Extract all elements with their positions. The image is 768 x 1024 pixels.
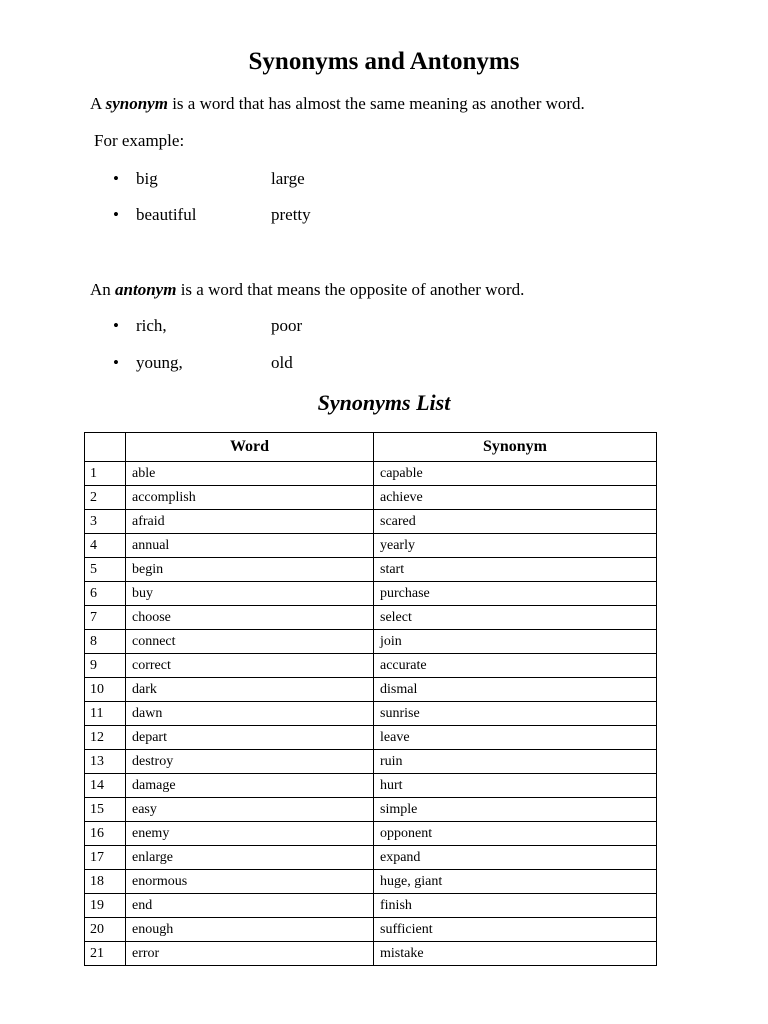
antonym-def-suffix: is a word that means the opposite of another word. [176, 280, 525, 299]
row-number: 3 [85, 510, 126, 534]
table-row [85, 846, 657, 870]
example-word: young, [136, 353, 183, 372]
row-synonym: ruin [374, 750, 657, 774]
row-synonym: sufficient [374, 918, 657, 942]
synonym-term: synonym [105, 94, 168, 113]
bullet-icon: • [113, 353, 119, 372]
table-body [85, 462, 657, 966]
table-row [85, 486, 657, 510]
table-row [85, 510, 657, 534]
row-word: able [126, 462, 374, 486]
table-row [85, 630, 657, 654]
row-number: 17 [85, 846, 126, 870]
row-synonym: opponent [374, 822, 657, 846]
row-number: 19 [85, 894, 126, 918]
row-number: 12 [85, 726, 126, 750]
table-row [85, 894, 657, 918]
synonyms-list-title: Synonyms List [317, 390, 451, 415]
antonym-def-prefix: An [90, 280, 116, 299]
row-number: 1 [85, 462, 126, 486]
row-number: 18 [85, 870, 126, 894]
row-synonym: achieve [374, 486, 657, 510]
row-number: 4 [85, 534, 126, 558]
table-row [85, 582, 657, 606]
row-number: 10 [85, 678, 126, 702]
synonyms-table [84, 432, 657, 966]
table-row [85, 678, 657, 702]
synonym-definition [90, 93, 585, 115]
table-row [85, 798, 657, 822]
table-row [85, 918, 657, 942]
table-row [85, 726, 657, 750]
row-number: 6 [85, 582, 126, 606]
row-synonym: finish [374, 894, 657, 918]
header-word: Word [126, 433, 374, 462]
row-word: choose [126, 606, 374, 630]
example-word: rich, [136, 316, 167, 335]
row-synonym: select [374, 606, 657, 630]
table-row [85, 870, 657, 894]
row-synonym: accurate [374, 654, 657, 678]
row-number: 11 [85, 702, 126, 726]
row-word: accomplish [126, 486, 374, 510]
bullet-icon: • [113, 169, 119, 188]
example-match: poor [271, 316, 303, 335]
row-synonym: hurt [374, 774, 657, 798]
row-number: 20 [85, 918, 126, 942]
row-synonym: start [374, 558, 657, 582]
row-word: connect [126, 630, 374, 654]
table-row [85, 558, 657, 582]
table-row [85, 750, 657, 774]
row-synonym: leave [374, 726, 657, 750]
header-synonym: Synonym [374, 433, 657, 462]
row-synonym: simple [374, 798, 657, 822]
row-number: 13 [85, 750, 126, 774]
table-row [85, 942, 657, 966]
example-match: large [271, 169, 305, 188]
row-synonym: purchase [374, 582, 657, 606]
synonym-def-suffix: is a word that has almost the same meaning as another word. [167, 94, 585, 113]
header-number [85, 433, 126, 462]
row-synonym: expand [374, 846, 657, 870]
row-word: buy [126, 582, 374, 606]
table-row [85, 822, 657, 846]
row-number: 2 [85, 486, 126, 510]
row-word: afraid [126, 510, 374, 534]
row-word: annual [126, 534, 374, 558]
row-word: easy [126, 798, 374, 822]
table-row [85, 606, 657, 630]
bullet-icon: • [113, 205, 119, 224]
row-synonym: huge, giant [374, 870, 657, 894]
row-number: 5 [85, 558, 126, 582]
row-word: enlarge [126, 846, 374, 870]
row-synonym: capable [374, 462, 657, 486]
table-row [85, 654, 657, 678]
row-synonym: dismal [374, 678, 657, 702]
bullet-icon: • [113, 316, 119, 335]
row-number: 15 [85, 798, 126, 822]
row-word: dark [126, 678, 374, 702]
row-word: damage [126, 774, 374, 798]
example-word: big [136, 169, 158, 188]
row-number: 8 [85, 630, 126, 654]
row-number: 9 [85, 654, 126, 678]
row-word: correct [126, 654, 374, 678]
table-row [85, 702, 657, 726]
example-word: beautiful [136, 205, 197, 224]
row-number: 14 [85, 774, 126, 798]
row-synonym: join [374, 630, 657, 654]
row-synonym: sunrise [374, 702, 657, 726]
row-word: depart [126, 726, 374, 750]
row-synonym: mistake [374, 942, 657, 966]
example-match: old [271, 353, 293, 372]
row-number: 21 [85, 942, 126, 966]
example-match: pretty [271, 205, 311, 224]
row-word: error [126, 942, 374, 966]
row-word: destroy [126, 750, 374, 774]
row-number: 7 [85, 606, 126, 630]
synonym-def-prefix: A [90, 94, 106, 113]
table-row [85, 774, 657, 798]
table-header-row [85, 433, 657, 462]
row-word: dawn [126, 702, 374, 726]
row-synonym: scared [374, 510, 657, 534]
row-word: enemy [126, 822, 374, 846]
row-synonym: yearly [374, 534, 657, 558]
antonym-term: antonym [115, 280, 177, 299]
row-word: enough [126, 918, 374, 942]
table-row [85, 462, 657, 486]
table-row [85, 534, 657, 558]
row-word: begin [126, 558, 374, 582]
for-example-label: For example: [94, 131, 185, 150]
page-title: Synonyms and Antonyms [248, 48, 520, 75]
row-word: end [126, 894, 374, 918]
row-number: 16 [85, 822, 126, 846]
antonym-definition [90, 279, 524, 301]
row-word: enormous [126, 870, 374, 894]
